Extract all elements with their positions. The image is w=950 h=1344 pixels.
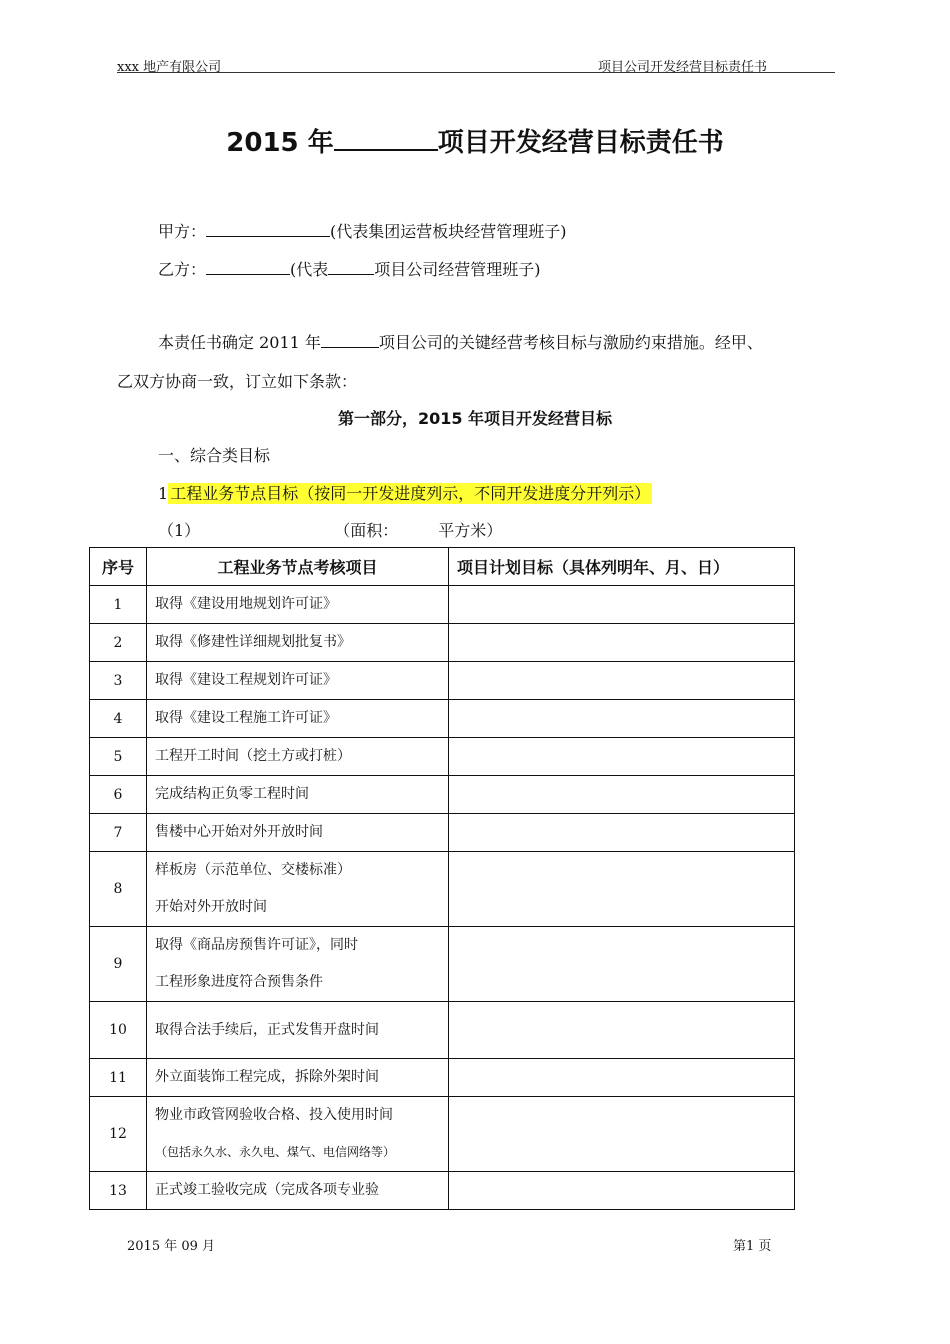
table-row — [90, 586, 795, 624]
row-target-cell[interactable] — [449, 776, 795, 814]
table-row — [90, 1002, 795, 1059]
party-b-blank — [206, 258, 290, 275]
area-line — [158, 518, 502, 541]
table-row — [90, 927, 795, 1002]
table-row — [90, 1059, 795, 1097]
subsection-number: 1 — [158, 484, 169, 503]
row-item-line: 取得《建设工程施工许可证》 — [155, 710, 337, 726]
row-item-line: 样板房（示范单位、交楼标准） — [155, 862, 351, 878]
title-year: 2015 年 — [226, 128, 334, 158]
table-row — [90, 624, 795, 662]
table-row — [90, 738, 795, 776]
row-item — [147, 852, 449, 927]
row-item-line: 开始对外开放时间 — [155, 899, 267, 915]
row-item-line: 取得《修建性详细规划批复书》 — [155, 634, 351, 650]
row-item-line: 取得《建设用地规划许可证》 — [155, 596, 337, 612]
row-target-cell[interactable] — [449, 662, 795, 700]
row-item — [147, 586, 449, 624]
row-item-line: 取得《建设工程规划许可证》 — [155, 672, 337, 688]
row-target-cell[interactable] — [449, 927, 795, 1002]
row-target-cell[interactable] — [449, 1097, 795, 1172]
title-blank — [334, 123, 438, 151]
header-no: 序号 — [90, 548, 147, 586]
party-b-line — [158, 257, 541, 280]
row-item — [147, 927, 449, 1002]
row-number: 9 — [90, 927, 147, 1002]
row-item — [147, 1059, 449, 1097]
party-a-label: 甲方： — [158, 222, 207, 241]
row-item — [147, 1097, 449, 1172]
party-a-line — [158, 219, 567, 242]
area-unit: 平方米） — [438, 521, 503, 540]
intro-pre: 本责任书确定 2011 年 — [158, 333, 321, 352]
row-item-line: 完成结构正负零工程时间 — [155, 786, 309, 802]
section-1-heading: 一、综合类目标 — [158, 446, 271, 465]
party-a-blank — [206, 220, 330, 237]
row-item — [147, 1172, 449, 1210]
table-row — [90, 700, 795, 738]
footer-page: 第1 页 — [733, 1239, 772, 1254]
party-b-note-post: 项目公司经营管理班子) — [374, 260, 541, 279]
row-item-note: （包括永久水、永久电、煤气、电信网络等） — [155, 1145, 396, 1159]
row-target-cell[interactable] — [449, 738, 795, 776]
row-item-line: 工程形象进度符合预售条件 — [155, 974, 323, 990]
title-rest: 项目开发经营目标责任书 — [437, 128, 724, 158]
row-number: 3 — [90, 662, 147, 700]
row-target-cell[interactable] — [449, 852, 795, 927]
row-item — [147, 738, 449, 776]
row-number: 1 — [90, 586, 147, 624]
row-target-cell[interactable] — [449, 1059, 795, 1097]
row-target-cell[interactable] — [449, 700, 795, 738]
row-item-line: 外立面装饰工程完成，拆除外架时间 — [155, 1069, 379, 1085]
party-a-note: (代表集团运营板块经营管理班子) — [330, 222, 567, 241]
milestone-table — [89, 547, 795, 1210]
table-row — [90, 662, 795, 700]
row-target-cell[interactable] — [449, 1172, 795, 1210]
row-target-cell[interactable] — [449, 624, 795, 662]
row-item-line: 取得合法手续后，正式发售开盘时间 — [155, 1021, 379, 1038]
row-item — [147, 814, 449, 852]
table-row — [90, 852, 795, 927]
table-row — [90, 776, 795, 814]
row-item-line: 取得《商品房预售许可证》，同时 — [155, 937, 358, 953]
row-number: 10 — [90, 1002, 147, 1059]
header-company: xxx 地产有限公司 — [117, 60, 222, 75]
row-target-cell[interactable] — [449, 1002, 795, 1059]
party-b-label: 乙方： — [158, 260, 207, 279]
row-item-line: 物业市政管网验收合格、投入使用时间 — [155, 1107, 393, 1123]
table-header-row — [90, 548, 795, 586]
intro-line-2: 乙双方协商一致，订立如下条款： — [117, 372, 358, 391]
header-doc-name: 项目公司开发经营目标责任书 — [598, 60, 768, 75]
party-b-project-blank — [328, 258, 374, 275]
row-item — [147, 700, 449, 738]
area-label: （面积： — [334, 521, 399, 540]
row-target-cell[interactable] — [449, 586, 795, 624]
header-rule — [117, 72, 835, 73]
row-number: 5 — [90, 738, 147, 776]
intro-line-1 — [158, 330, 763, 353]
row-item — [147, 624, 449, 662]
row-number: 2 — [90, 624, 147, 662]
row-target-cell[interactable] — [449, 814, 795, 852]
row-number: 11 — [90, 1059, 147, 1097]
row-item-line: 工程开工时间（挖土方或打桩） — [155, 748, 351, 764]
row-item — [147, 662, 449, 700]
subsection-heading — [158, 481, 652, 504]
table-row — [90, 814, 795, 852]
row-number: 13 — [90, 1172, 147, 1210]
header-item: 工程业务节点考核项目 — [147, 548, 449, 586]
part-title: 第一部分，2015 年项目开发经营目标 — [337, 409, 613, 428]
row-item — [147, 776, 449, 814]
row-number: 7 — [90, 814, 147, 852]
row-item — [147, 1002, 449, 1059]
document-title — [0, 122, 950, 159]
party-b-note-pre: (代表 — [290, 260, 329, 279]
intro-post: 项目公司的关键经营考核目标与激励约束措施。经甲、 — [378, 333, 763, 352]
table-row — [90, 1097, 795, 1172]
intro-blank — [321, 331, 379, 348]
row-item-line: 售楼中心开始对外开放时间 — [155, 824, 323, 840]
row-number: 12 — [90, 1097, 147, 1172]
area-index: （1） — [158, 521, 201, 540]
row-number: 4 — [90, 700, 147, 738]
row-item-line: 正式竣工验收完成（完成各项专业验 — [155, 1182, 379, 1198]
row-number: 8 — [90, 852, 147, 927]
row-number: 6 — [90, 776, 147, 814]
table-row — [90, 1172, 795, 1210]
header-target: 项目计划目标（具体列明年、月、日） — [449, 548, 795, 586]
footer-date: 2015 年 09 月 — [127, 1239, 216, 1254]
subsection-highlight: 工程业务节点目标（按同一开发进度列示，不同开发进度分开列示） — [170, 484, 651, 503]
